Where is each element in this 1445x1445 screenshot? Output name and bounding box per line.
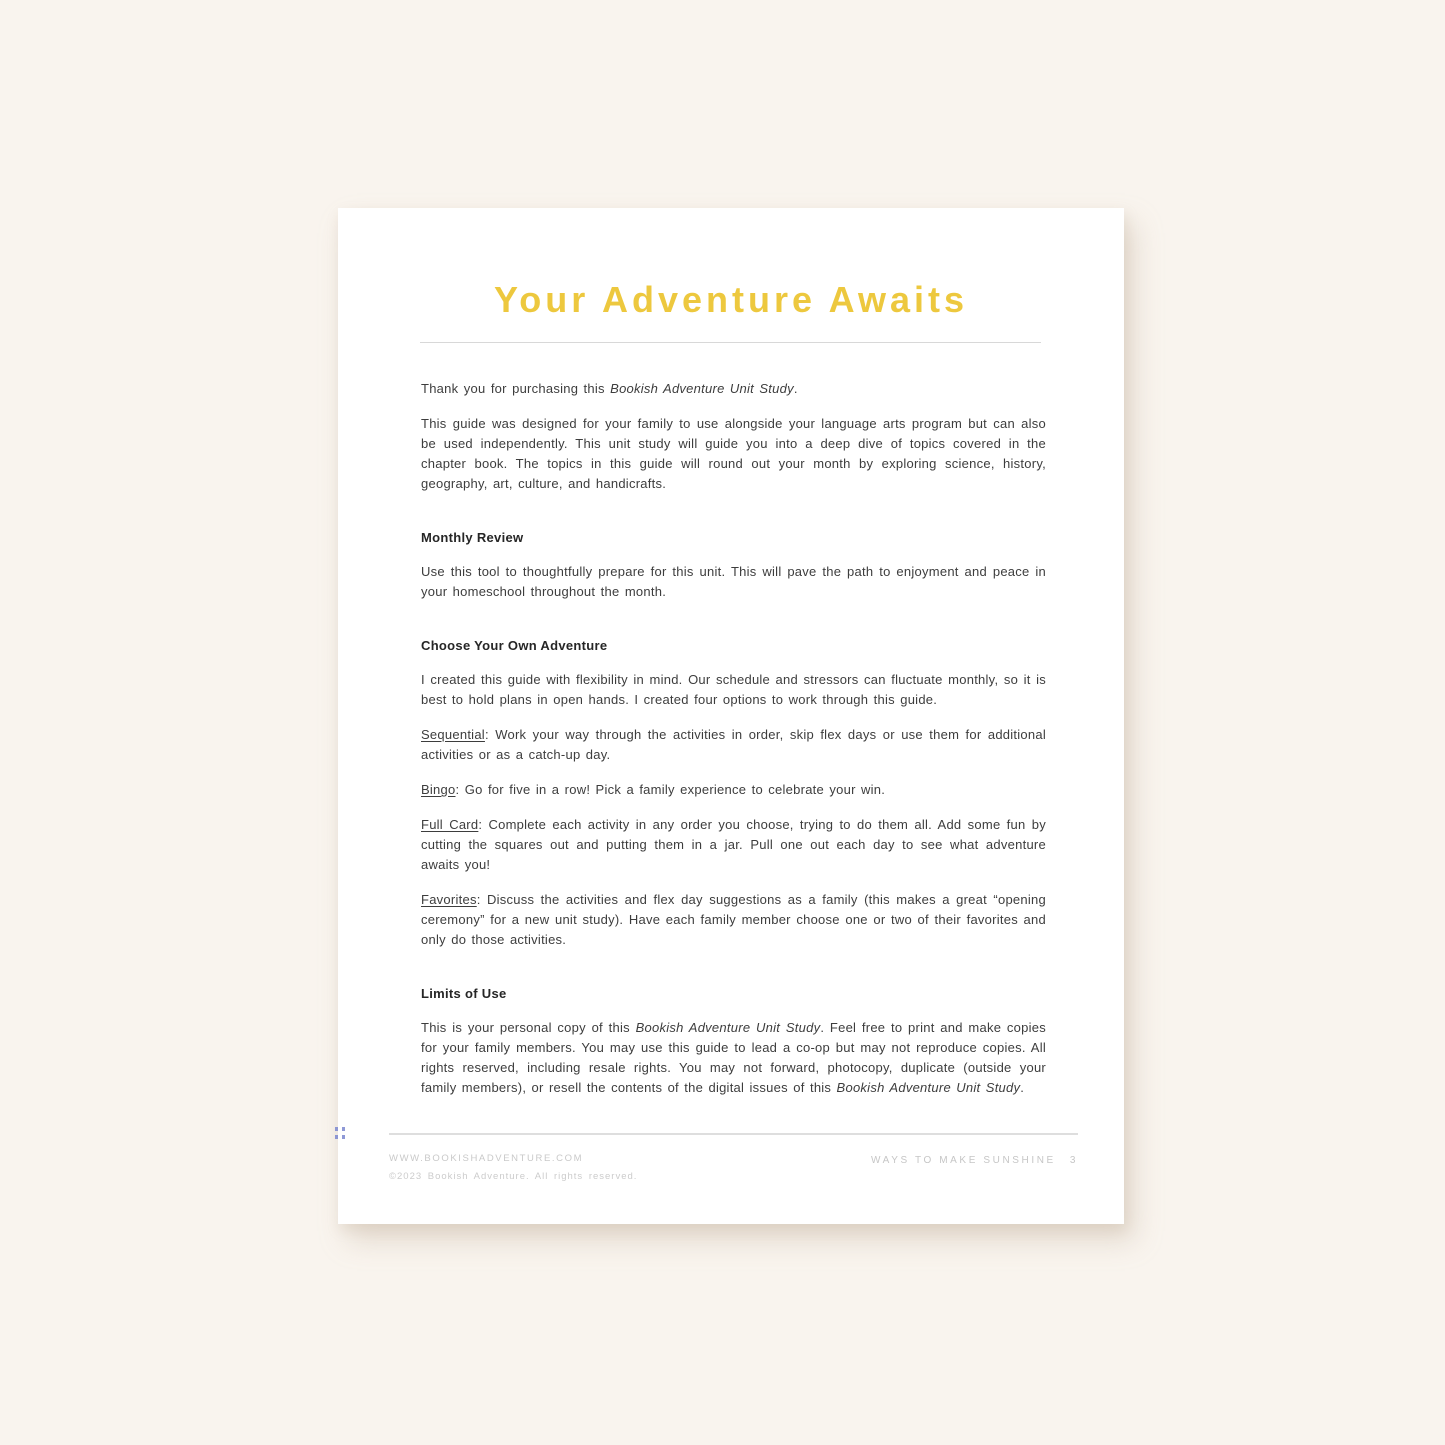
heading-limits-of-use: Limits of Use [421, 986, 507, 1001]
paragraph-guide-intro: This guide was designed for your family to use alongside your language arts program but can also be used independently. This unit study will guide you into a deep dive of topics covered in the chapter book. The topics in this guide will round out your month by exploring science, history, geography, art, culture, and handicrafts. [421, 416, 1046, 491]
option-description: Go for five in a row! Pick a family experience to celebrate your win. [464, 782, 886, 797]
footer-right [871, 1155, 1078, 1166]
artifact-dot [342, 1135, 345, 1139]
page-title: Your Adventure Awaits [493, 279, 969, 320]
page-content [338, 343, 1124, 1098]
footer-page-number: 3 [1069, 1155, 1078, 1166]
option-separator: : [484, 727, 496, 742]
text-segment: Thank you for purchasing this [421, 381, 611, 396]
paragraph-thanks [421, 379, 1046, 399]
edge-artifact [335, 1127, 347, 1142]
artifact-dot [335, 1127, 338, 1131]
option-separator: : [476, 892, 487, 907]
heading-choose-your-own-adventure: Choose Your Own Adventure [421, 638, 608, 653]
text-segment: . [1020, 1080, 1025, 1095]
footer-left [389, 1153, 637, 1182]
paragraph-limits [421, 1018, 1046, 1098]
option-full-card [421, 815, 1046, 875]
paragraph-monthly-review: Use this tool to thoughtfully prepare for this unit. This will pave the path to enjoyment and peace in your homeschool throughout the month. [421, 564, 1046, 599]
option-term: Favorites [421, 892, 477, 907]
footer-website: WWW.BOOKISHADVENTURE.COM [389, 1153, 584, 1164]
footer-copyright: ©2023 Bookish Adventure. All rights reserved. [389, 1171, 638, 1182]
book-title-italic: Bookish Adventure Unit Study [610, 381, 794, 396]
option-sequential [421, 725, 1046, 765]
artifact-dot [342, 1127, 345, 1131]
option-favorites [421, 890, 1046, 950]
option-separator: : [478, 817, 489, 832]
heading-monthly-review: Monthly Review [421, 530, 524, 545]
option-description: Complete each activity in any order you choose, trying to do them all. Add some fun by cutting the squares out and putting them in a jar. Pull one out each day to see what adventure awaits you! [421, 817, 1046, 872]
text-segment: This is your personal copy of this [421, 1020, 636, 1035]
option-term: Full Card [421, 817, 479, 832]
footer-divider [389, 1133, 1078, 1135]
text-segment: . [793, 381, 798, 396]
option-bingo [421, 780, 1046, 800]
footer-book-title: WAYS TO MAKE SUNSHINE [871, 1155, 1056, 1166]
paragraph-choose-intro: I created this guide with flexibility in mind. Our schedule and stressors can fluctuate monthly, so it is best to hold plans in open hands. I created four options to work through this guide. [421, 672, 1046, 707]
book-title-italic: Bookish Adventure Unit Study [635, 1020, 821, 1035]
option-description: Work your way through the activities in order, skip flex days or use them for additional activities or as a catch-up day. [421, 727, 1046, 762]
option-term: Sequential [421, 727, 485, 742]
document-page [338, 208, 1124, 1224]
option-separator: : [455, 782, 465, 797]
artifact-dot [335, 1135, 338, 1139]
option-term: Bingo [421, 782, 456, 797]
book-title-italic: Bookish Adventure Unit Study [836, 1080, 1021, 1095]
option-description: Discuss the activities and flex day suggestions as a family (this makes a great “opening ceremony” for a new unit study). Have each family member choose one or two of their favorites and only do those activities. [421, 892, 1046, 947]
text-segment: . Feel free to print and make copies for your family members. You may use this guide to lead a co-op but may not reproduce copies. All rights reserved, including resale rights. You may not forward, photocopy, duplicate (outside your family members), or resell the contents of the digital issues of this [421, 1020, 1046, 1095]
page-footer [389, 1133, 1078, 1182]
